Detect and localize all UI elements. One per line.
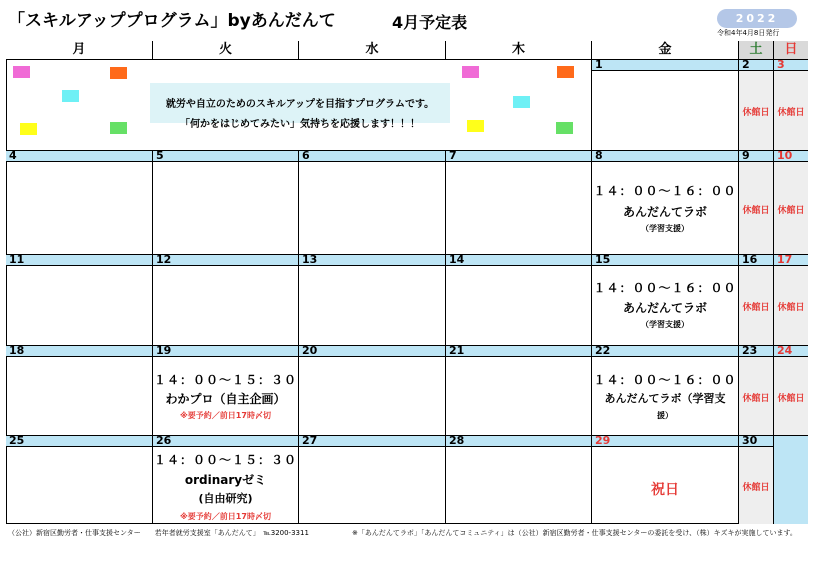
date-number: 22 [595, 344, 611, 357]
event-time: １４：００～１５：３０ [153, 373, 297, 387]
decor-square-orange [110, 67, 127, 79]
decor-square-green [110, 122, 127, 134]
decor-square-pink [13, 66, 30, 78]
closed-label: 休館日 [742, 108, 770, 118]
date-number: 29 [595, 434, 611, 447]
banner-line-2: 「何かをはじめてみたい」気持ちを応援します！！！ [180, 119, 420, 130]
year-badge: 2022 [717, 9, 797, 28]
event-sub: (自由研究) [198, 492, 253, 505]
date-band [6, 346, 152, 357]
date-number: 19 [156, 344, 172, 357]
date-band [774, 60, 808, 71]
day-cell-3[interactable] [774, 60, 808, 151]
date-band [739, 60, 773, 71]
date-band [774, 255, 808, 266]
event-name: あんだんてラボ [622, 205, 707, 219]
date-band [153, 151, 298, 162]
day-cell-30[interactable] [739, 436, 774, 524]
issue-date: 令和4年4月8日発行 [717, 29, 780, 37]
day-cell-25[interactable] [6, 436, 153, 524]
date-band [153, 255, 298, 266]
day-cell-22[interactable] [592, 346, 739, 436]
decor-square-cyan [62, 90, 79, 102]
date-number: 18 [9, 344, 25, 357]
date-band [446, 255, 591, 266]
date-number: 13 [302, 253, 318, 266]
closed-label: 休館日 [777, 108, 805, 118]
day-cell-11[interactable] [6, 255, 153, 346]
closed-label: 休館日 [742, 483, 770, 493]
date-number: 4 [9, 149, 17, 162]
date-band [592, 436, 738, 447]
day-cell-1[interactable] [592, 60, 739, 151]
weekday-thu: 木 [446, 41, 592, 60]
day-cell-26[interactable] [153, 436, 299, 524]
date-band [6, 436, 152, 447]
date-number: 9 [742, 149, 750, 162]
day-cell-23[interactable] [739, 346, 774, 436]
banner-line-1: 就労や自立のためのスキルアップを目指すプログラムです。 [165, 99, 435, 110]
event-time: １４：００～１６：００ [593, 184, 737, 198]
closed-label: 休館日 [777, 393, 805, 404]
date-number: 2 [742, 58, 750, 71]
event-sub: （学習支援） [641, 320, 689, 329]
day-cell-13[interactable] [299, 255, 446, 346]
day-cell-17[interactable] [774, 255, 808, 346]
day-cell-24[interactable] [774, 346, 808, 436]
date-number: 14 [449, 253, 465, 266]
reserve-note: ※要予約／前日17時〆切 [180, 512, 271, 521]
day-cell-9[interactable] [739, 151, 774, 255]
date-band [299, 436, 445, 447]
date-number: 23 [742, 344, 758, 357]
date-number: 10 [777, 149, 793, 162]
day-cell-29[interactable] [592, 436, 739, 524]
closed-label: 休館日 [742, 205, 770, 216]
date-band [446, 436, 591, 447]
date-band [592, 255, 738, 266]
decor-square-yellow [20, 123, 37, 135]
weekday-fri: 金 [592, 41, 739, 60]
date-number: 1 [595, 58, 603, 71]
date-number: 20 [302, 344, 318, 357]
date-number: 26 [156, 434, 172, 447]
date-number: 15 [595, 253, 611, 266]
day-cell-8[interactable] [592, 151, 739, 255]
date-number: 7 [449, 149, 457, 162]
empty-cell [774, 436, 808, 524]
date-number: 28 [449, 434, 465, 447]
date-number: 5 [156, 149, 164, 162]
closed-label: 休館日 [742, 303, 770, 313]
program-banner [150, 83, 450, 130]
date-number: 25 [9, 434, 25, 447]
holiday-label: 祝日 [651, 482, 679, 498]
closed-label: 休館日 [777, 205, 805, 216]
month-title: 4月予定表 [392, 13, 468, 32]
date-band [446, 346, 591, 357]
footer-right: ※「あんだんてラボ」「あんだんてコミュニティ」は（公社）新宿区勤労者・仕事支援センターの委託を受け、（株）キズキが実施しています。 [352, 529, 797, 537]
day-cell-19[interactable] [153, 346, 299, 436]
day-cell-4[interactable] [6, 151, 153, 255]
weekday-wed: 水 [299, 41, 446, 60]
event-name: あんだんてラボ [622, 301, 707, 315]
date-band [739, 346, 773, 357]
day-cell-28[interactable] [446, 436, 592, 524]
decor-square-yellow [467, 120, 484, 132]
event-name-cont: 援） [657, 411, 673, 420]
footer-left: （公社）新宿区勤労者・仕事支援センター 若年者就労支援室「あんだんて」 ℡3200-3311 [8, 529, 309, 537]
day-cell-27[interactable] [299, 436, 446, 524]
date-band [592, 151, 738, 162]
day-cell-10[interactable] [774, 151, 808, 255]
date-band [739, 151, 773, 162]
event-name: わかプロ（自主企画） [165, 392, 286, 406]
day-cell-16[interactable] [739, 255, 774, 346]
event-time: １４：００～１６：００ [593, 281, 737, 295]
date-band [592, 60, 738, 71]
day-cell-21[interactable] [446, 346, 592, 436]
date-band [153, 346, 298, 357]
date-number: 16 [742, 253, 758, 266]
weekday-tue: 火 [153, 41, 299, 60]
date-number: 17 [777, 253, 793, 266]
date-band [739, 436, 773, 447]
date-band [6, 151, 152, 162]
weekday-mon: 月 [6, 41, 153, 60]
weekday-sun: 日 [774, 41, 808, 60]
day-cell-2[interactable] [739, 60, 774, 151]
weekday-sat: 土 [739, 41, 774, 60]
day-cell-15[interactable] [592, 255, 739, 346]
date-number: 30 [742, 434, 758, 447]
date-band [592, 346, 738, 357]
date-number: 21 [449, 344, 465, 357]
date-band [299, 151, 445, 162]
day-cell-12[interactable] [153, 255, 299, 346]
day-cell-14[interactable] [446, 255, 592, 346]
day-cell-6[interactable] [299, 151, 446, 255]
event-name: ordinaryゼミ [184, 473, 267, 487]
date-band [153, 436, 298, 447]
date-number: 8 [595, 149, 603, 162]
date-band [446, 151, 591, 162]
date-band [6, 255, 152, 266]
date-band [774, 346, 808, 357]
day-cell-7[interactable] [446, 151, 592, 255]
closed-label: 休館日 [777, 303, 805, 313]
date-number: 24 [777, 344, 793, 357]
date-number: 12 [156, 253, 172, 266]
reserve-note: ※要予約／前日17時〆切 [180, 411, 271, 420]
event-time: １４：００～１６：００ [593, 373, 737, 387]
decor-square-cyan [513, 96, 530, 108]
date-number: 27 [302, 434, 318, 447]
decor-square-green [556, 122, 573, 134]
date-number: 3 [777, 58, 785, 71]
page-title: 「スキルアッププログラム」byあんだんて [8, 11, 336, 31]
day-cell-18[interactable] [6, 346, 153, 436]
day-cell-20[interactable] [299, 346, 446, 436]
date-number: 11 [9, 253, 25, 266]
event-sub: （学習支援） [641, 224, 689, 233]
event-time: １４：００～１５：３０ [153, 453, 297, 467]
event-name: あんだんてラボ（学習支 [604, 392, 726, 405]
date-band [299, 255, 445, 266]
decor-square-orange [557, 66, 574, 78]
date-band [299, 346, 445, 357]
day-cell-5[interactable] [153, 151, 299, 255]
decor-square-pink [462, 66, 479, 78]
date-band [739, 255, 773, 266]
closed-label: 休館日 [742, 393, 770, 404]
date-band [774, 151, 808, 162]
date-number: 6 [302, 149, 310, 162]
